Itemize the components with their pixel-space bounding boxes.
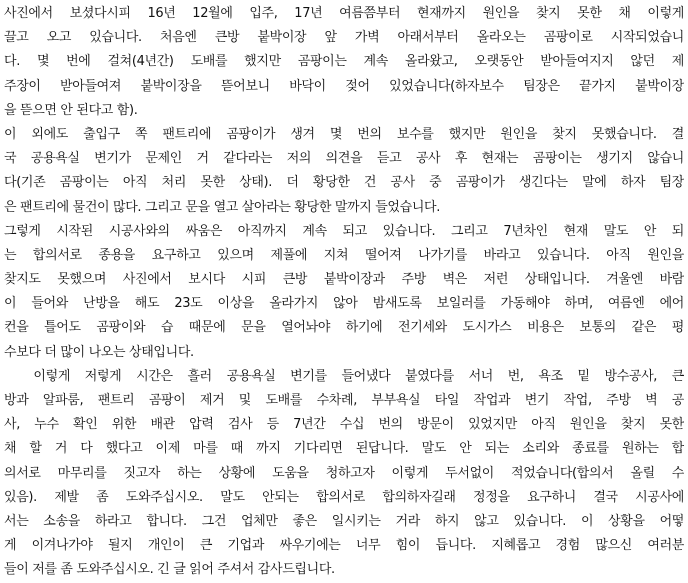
text-line: 이렇게 저렇게 시간은 흘러 공용욕실 변기를 들어냈다 붙였다를 서너 번, 욕조 밑 방수공사, 큰 bbox=[4, 368, 684, 384]
text-line: 있음). 제발 좀 도와주십시오. 말도 안되는 합의서로 합의하자길래 정정을 요구하니 결국 시공사에 bbox=[4, 489, 684, 505]
text-line: 끌고 오고 있습니다. 처음엔 큰방 붙박이장 앞 가벽 아래서부터 올라오는 곰팡이로 시작되었습니 bbox=[4, 30, 684, 46]
text-line: 다(기존 곰팡이는 아직 처리 못한 상태). 더 황당한 건 공사 중 곰팡이가 생긴다는 말에 하자 팀장 bbox=[4, 175, 684, 191]
text-line: 이 들어와 난방을 해도 23도 이상을 올라가지 않아 밤새도록 보일러를 가동해야 하며, 여름엔 에어 bbox=[4, 296, 684, 312]
text-line: 이 외에도 출입구 쪽 팬트리에 곰팡이가 생겨 몇 번의 보수를 했지만 원인을 찾지 못했습니다. 결 bbox=[4, 126, 684, 142]
text-line: 방과 알파룸, 팬트리 곰팡이 제거 및 도배를 수차례, 부부욕실 타일 작업과 변기 작업, 주방 벽 공 bbox=[4, 393, 684, 408]
text-line: 국 공용욕실 변기가 문제인 거 같다라는 저의 의견을 듣고 공사 후 현재는 곰팡이는 생기지 않습니 bbox=[4, 151, 684, 167]
text-line: 사, 누수 확인 위한 배관 압력 검사 등 7년간 수십 번의 방문이 있었지만 아직 원인을 찾지 못한 bbox=[4, 417, 684, 433]
text-line: 그렇게 시작된 시공사와의 싸움은 아직까지 계속 되고 있습니다. 그리고 7년차인 현재 말도 안 되 bbox=[4, 223, 684, 239]
text-line: 다. 몇 번에 걸쳐(4년간) 도배를 했지만 곰팡이는 계속 올라왔고, 오랫동안 받아들여지지 않던 제 bbox=[4, 54, 684, 70]
text-line: 찾지도 못했으며 사진에서 보시다 시피 큰방 붙박이장과 주방 벽은 저런 상태입니다. 겨울엔 바람 bbox=[4, 272, 684, 288]
text-line: 채 할 거 다 했다고 이제 마를 때 까지 기다리면 된답니다. 말도 안 되는 소리와 종료를 원하는 합 bbox=[4, 441, 684, 457]
text-line: 컨을 틀어도 곰팡이와 습 때문에 문을 열어놔야 하기에 전기세와 도시가스 비용은 보통의 같은 평 bbox=[4, 320, 684, 336]
text-line: 게 이겨나가야 될지 개인이 큰 기업과 싸우기에는 너무 힘이 듭니다. 지혜롭고 경험 많으신 여러분 bbox=[4, 538, 684, 554]
text-line: 는 합의서로 종용을 요구하고 있으며 제풀에 지쳐 떨어져 나가기를 바라고 있습니다. 아직 원인을 bbox=[4, 247, 684, 263]
text-line: 수보다 더 많이 나오는 상태입니다. bbox=[4, 344, 194, 360]
text-line: 을 뜯으면 안 된다고 함). bbox=[4, 102, 138, 118]
text-line: 은 팬트리에 물건이 많다. 그리고 문을 열고 살아라는 황당한 말까지 들었습니다. bbox=[4, 199, 441, 215]
text-line: 사진에서 보셨다시피 16년 12월에 입주, 17년 여름쯤부터 현재까지 원인을 찾지 못한 채 이렇게 bbox=[4, 6, 684, 21]
text-line: 의서로 마무리를 짓고자 하는 상황에 도움을 청하고자 이렇게 두서없이 적었습니다(합의서 올릴 수 bbox=[4, 465, 684, 481]
text-line: 들이 저를 좀 도와주십시오. 긴 글 읽어 주셔서 감사드립니다. bbox=[4, 562, 335, 578]
text-line: 주장이 받아들여져 붙박이장을 뜯어보니 바닥이 젖어 있었습니다(하자보수 팀장은 끝가지 붙박이장 bbox=[4, 78, 684, 94]
document-body bbox=[4, 2, 684, 583]
text-line: 서는 소송을 하라고 합니다. 그건 업체만 좋은 일시키는 거라 하지 않고 있습니다. 이 상황을 어떻 bbox=[4, 513, 684, 529]
